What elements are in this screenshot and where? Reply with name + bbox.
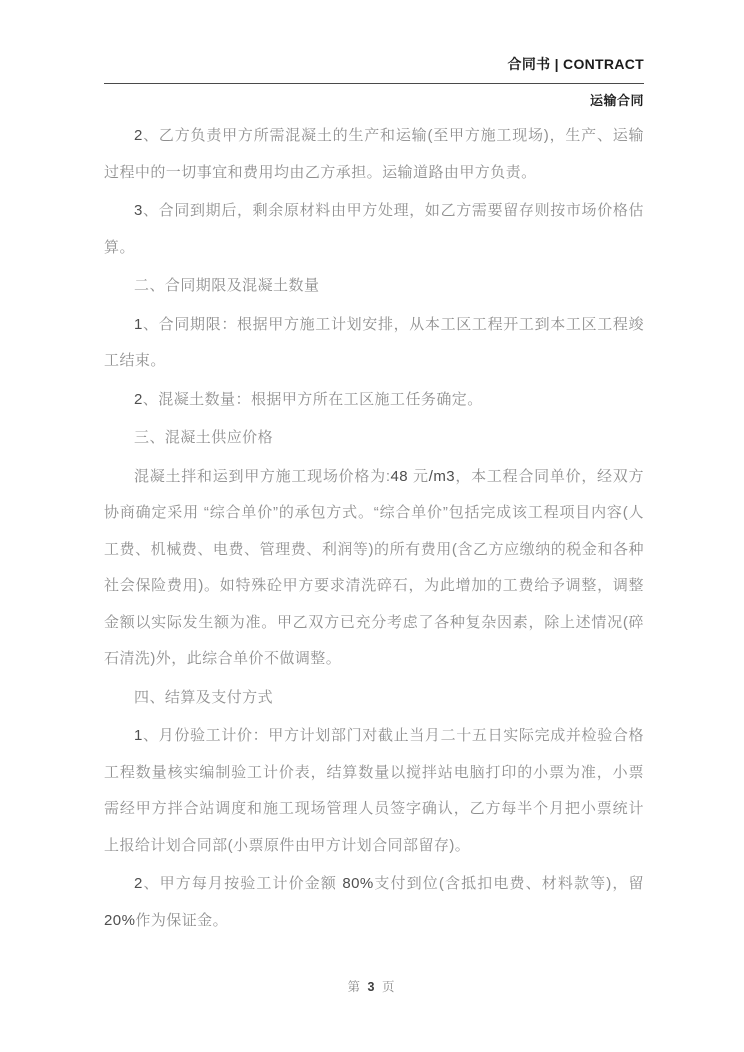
contract-clause: 混凝土拌和运到甲方施工现场价格为:48 元/m3，本工程合同单价，经双方协商确定采用 “综合单价”的承包方式。“综合单价”包括完成该工程项目内容(人工费、机械费、电费、管理费、利润等)的所有费用(含乙方应缴纳的税金和各种社会保险费用)。如特殊砼甲方要求清洗碎石，为此增加的工费给予调整，调整金额以实际发生额为准。甲乙双方已充分考虑了各种复杂因素，除上述情况(碎石清洗)外，此综合单价不做调整。 xyxy=(104,467,644,667)
contract-clause: 3、合同到期后，剩余原材料由甲方处理，如乙方需要留存则按市场价格估算。 xyxy=(104,202,644,256)
numeric-run: 2 xyxy=(134,875,143,892)
section-heading: 四、结算及支付方式 xyxy=(134,688,274,706)
page-number: 第 3 页 xyxy=(347,980,397,994)
numeric-run: 20% xyxy=(104,911,136,929)
numeric-run: 1 xyxy=(134,727,143,744)
contract-clause: 1、月份验工计价：甲方计划部门对截止当月二十五日实际完成并检验合格工程数量核实编制验工计价表，结算数量以搅拌站电脑打印的小票为准，小票需经甲方拌合站调度和施工现场管理人员签字确认，乙方每半个月把小票统计上报给计划合同部(小票原件由甲方计划合同部留存)。 xyxy=(104,727,644,854)
document-title: 运输合同 xyxy=(589,93,644,108)
header-divider xyxy=(104,83,644,84)
numeric-run: 80% xyxy=(342,875,374,892)
document-type-label: 合同书 | CONTRACT xyxy=(507,56,644,72)
page-header xyxy=(104,54,644,109)
document-body xyxy=(104,116,644,941)
numeric-run: 3 xyxy=(134,202,143,219)
contract-clause: 2、混凝土数量：根据甲方所在工区施工任务确定。 xyxy=(134,390,483,408)
page-footer xyxy=(0,977,744,995)
contract-clause: 2、乙方负责甲方所需混凝土的生产和运输(至甲方施工现场)，生产、运输过程中的一切事宜和费用均由乙方承担。运输道路由甲方负责。 xyxy=(104,127,644,181)
section-heading: 三、混凝土供应价格 xyxy=(134,429,274,446)
section-heading: 二、合同期限及混凝土数量 xyxy=(134,277,320,294)
numeric-run: 48 xyxy=(390,467,409,485)
numeric-run: 2 xyxy=(134,390,143,408)
numeric-run: 1 xyxy=(134,315,143,333)
contract-clause: 1、合同期限：根据甲方施工计划安排，从本工区工程开工到本工区工程竣工结束。 xyxy=(104,315,644,369)
numeric-run: /m3 xyxy=(428,467,456,485)
contract-clause: 2、甲方每月按验工计价金额 80%支付到位(含抵扣电费、材料款等)，留 20%作为保证金。 xyxy=(104,875,644,929)
numeric-run: 2 xyxy=(134,127,143,144)
numeric-run: 3 xyxy=(367,980,377,994)
